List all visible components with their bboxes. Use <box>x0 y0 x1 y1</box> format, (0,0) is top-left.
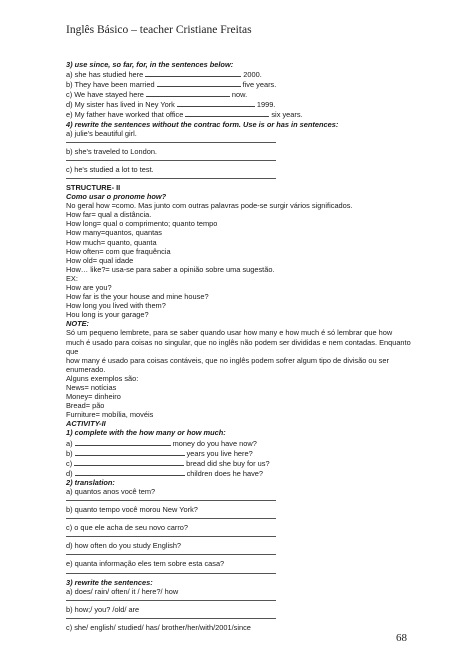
q1-item <box>66 468 422 478</box>
item-prefix: a) <box>66 438 73 448</box>
translation-item: c) o que ele acha de seu novo carro? <box>66 523 189 533</box>
translation-item: b) quanto tempo você morou New York? <box>66 505 198 515</box>
how-item: How often= com que fraquência <box>66 246 171 256</box>
answer-blank[interactable] <box>145 69 241 77</box>
answer-line[interactable] <box>66 596 422 605</box>
how-item: How… like?= usa-se para saber a opinião sobre uma sugestão. <box>66 264 275 274</box>
vocab-item: Bread= pão <box>66 401 105 411</box>
answer-line[interactable] <box>66 532 422 541</box>
page-header: Inglês Básico – teacher Cristiane Freitas <box>66 24 252 36</box>
fill-item-e <box>66 109 422 119</box>
item-prefix: d) <box>66 468 73 478</box>
section3-heading: 3) use since, so far, for, in the sentences below: <box>66 60 234 69</box>
vocab-item: Furniture= mobília, movéis <box>66 410 154 420</box>
item-text: years you live here? <box>186 448 253 458</box>
fill-text: five years. <box>242 80 277 90</box>
answer-line[interactable] <box>66 496 422 505</box>
answer-blank[interactable] <box>75 448 185 456</box>
answer-line[interactable] <box>66 514 422 523</box>
fill-item-a <box>66 69 422 79</box>
worksheet-content <box>66 60 422 632</box>
translation-item: a) quantos anos você tem? <box>66 487 156 497</box>
answer-blank[interactable] <box>146 89 230 97</box>
item-text: children does he have? <box>186 468 264 478</box>
structure-intro: No geral how =como. Mas junto com outras palavras pode-se surgir vários significados. <box>66 201 353 211</box>
example-sentence: How are you? <box>66 282 112 292</box>
rewrite-item: b) she's traveled to London. <box>66 146 157 156</box>
answer-blank[interactable] <box>177 99 255 107</box>
note-line: enumerado. <box>66 364 106 374</box>
structure-heading: STRUCTURE- II <box>66 182 121 192</box>
q3-heading: 3) rewrite the sentences: <box>66 577 153 587</box>
rewrite-item: c) she/ english/ studied/ has/ brother/her/with/2001/since <box>66 622 251 632</box>
note-line: how many é usado para coisas contáveis, que no inglês podem sofrer algum tipo de divisão ou ser <box>66 355 389 365</box>
answer-line[interactable] <box>66 569 422 578</box>
note-label: NOTE: <box>66 319 89 329</box>
item-text: money do you have now? <box>172 438 257 448</box>
fill-text: d) My sister has lived in Ney York <box>66 100 175 110</box>
item-prefix: c) <box>66 458 73 468</box>
q1-item <box>66 438 422 448</box>
answer-blank[interactable] <box>185 109 269 117</box>
translation-item: d) how often do you study English? <box>66 541 182 551</box>
how-item: How far= qual a distância. <box>66 210 152 220</box>
vocab-item: Money= dinheiro <box>66 392 121 402</box>
answer-blank[interactable] <box>74 458 184 466</box>
answer-blank[interactable] <box>75 438 171 446</box>
fill-item-c <box>66 89 422 99</box>
vocab-item: News= notícias <box>66 383 117 392</box>
activity-heading: ACTIVITY-II <box>66 419 106 429</box>
item-text: bread did she buy for us? <box>186 458 270 468</box>
answer-line[interactable] <box>66 174 422 183</box>
note-line: Só um pequeno lembrete, para se saber quando usar how many e how much é só lembrar que how <box>66 328 393 338</box>
section4-heading: 4) rewrite the sentences without the contrac form. Use is or has in sentences: <box>66 119 339 129</box>
how-item: How old= qual idade <box>66 255 134 265</box>
fill-item-d <box>66 99 422 109</box>
rewrite-item: b) how;/ you? /old/ are <box>66 604 140 614</box>
how-item: How much= quanto, quanta <box>66 237 157 247</box>
q1-item <box>66 458 422 468</box>
fill-text: a) she has studied here <box>66 70 144 80</box>
example-sentence: How long you lived with them? <box>66 301 166 311</box>
structure-subheading: Como usar o pronome how? <box>66 192 167 202</box>
fill-text: c) We have stayed here <box>66 90 144 100</box>
note-line: much é usado para coisas no singular, que no inglês não podem ser divididas e nem contadas. Enquanto que <box>66 337 411 356</box>
fill-item-b <box>66 79 422 89</box>
answer-line[interactable] <box>66 156 422 165</box>
example-label: EX: <box>66 273 78 283</box>
fill-text: 2000. <box>243 70 262 80</box>
examples-label: Alguns exemplos são: <box>66 373 139 383</box>
rewrite-item: c) he's studied a lot to test. <box>66 164 154 174</box>
answer-line[interactable] <box>66 550 422 559</box>
answer-line[interactable] <box>66 614 422 623</box>
page-number: 68 <box>396 632 407 644</box>
fill-text: 1999. <box>256 100 276 110</box>
answer-blank[interactable] <box>157 79 241 87</box>
how-item: How long= qual o comprimento; quanto tempo <box>66 219 218 229</box>
fill-text: six years. <box>271 110 303 120</box>
rewrite-item: a) julie's beautiful girl. <box>66 128 137 138</box>
q1-item <box>66 448 422 458</box>
fill-text: e) My father have worked that office <box>66 110 184 120</box>
example-sentence: Hou long is your garage? <box>66 310 149 320</box>
fill-text: now. <box>231 90 248 100</box>
translation-item: e) quanta informação eles tem sobre esta casa? <box>66 559 225 569</box>
answer-blank[interactable] <box>75 468 185 476</box>
rewrite-item: a) does/ rain/ often/ it / here?/ how <box>66 586 179 596</box>
how-item: How many=quantos, quantas <box>66 228 162 238</box>
q1-heading: 1) complete with the how many or how much: <box>66 428 226 438</box>
q2-heading: 2) translation: <box>66 477 115 487</box>
example-sentence: How far is the your house and mine house? <box>66 292 209 302</box>
item-prefix: b) <box>66 448 73 458</box>
fill-text: b) They have been married <box>66 80 155 90</box>
answer-line[interactable] <box>66 138 422 147</box>
